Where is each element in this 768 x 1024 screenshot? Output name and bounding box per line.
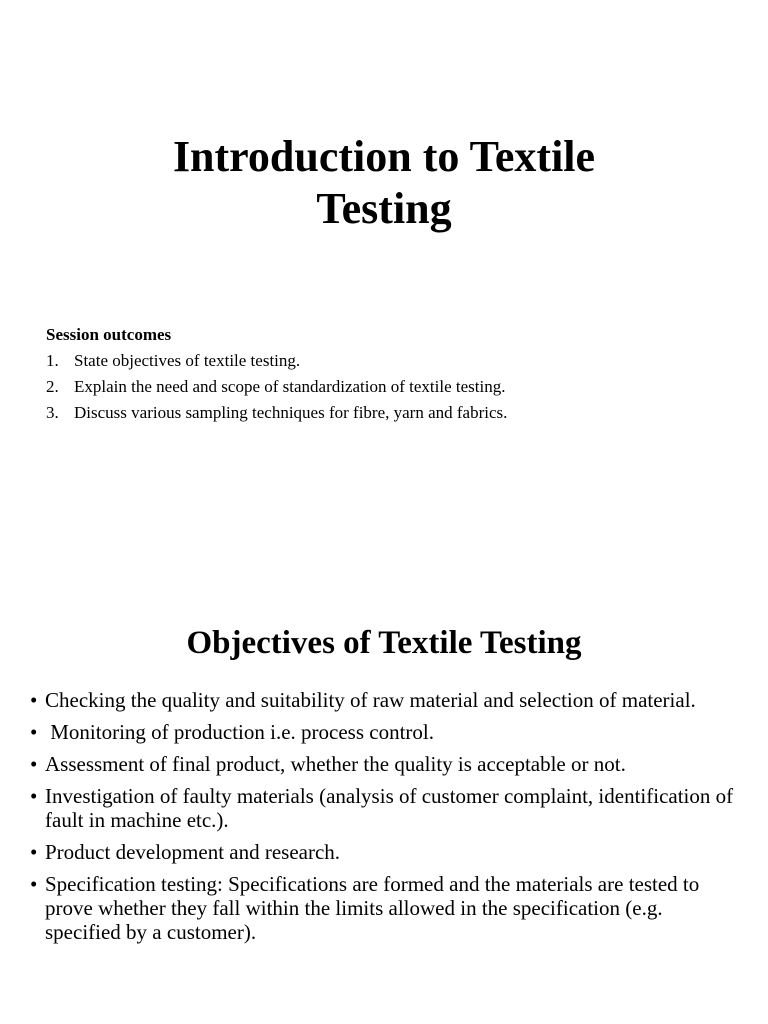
objective-text: Investigation of faulty materials (analysis of customer complaint, identification of fault in machine etc.). xyxy=(45,784,734,832)
objective-item xyxy=(30,784,742,832)
bullet-mark: • xyxy=(30,752,38,776)
outcomes-heading: Session outcomes xyxy=(46,325,172,344)
outcomes-list xyxy=(46,348,726,426)
outcome-item xyxy=(46,374,726,400)
objective-item xyxy=(30,720,742,744)
objective-text: Checking the quality and suitability of raw material and selection of material. xyxy=(45,688,696,712)
objective-item xyxy=(30,752,742,776)
objective-item xyxy=(30,688,742,712)
slide1-title xyxy=(0,131,768,235)
outcome-number: 3. xyxy=(46,403,59,422)
objective-item xyxy=(30,872,742,944)
objective-item xyxy=(30,840,742,864)
objective-text: Product development and research. xyxy=(45,840,341,864)
objectives-list xyxy=(30,688,742,952)
objective-text: Assessment of final product, whether the quality is acceptable or not. xyxy=(45,752,626,776)
slide1-title-line2: Testing xyxy=(316,184,452,233)
outcome-item xyxy=(46,348,726,374)
slide2-title: Objectives of Textile Testing xyxy=(186,625,582,661)
bullet-mark: • xyxy=(30,720,38,744)
bullet-mark: • xyxy=(30,872,38,896)
outcome-number: 2. xyxy=(46,377,59,396)
bullet-mark: • xyxy=(30,688,38,712)
objective-text: Monitoring of production i.e. process control. xyxy=(45,720,435,744)
objective-text: Specification testing: Specifications are formed and the materials are tested to prove whether they fall within the limits allowed in the specification (e.g. specified by a customer). xyxy=(45,872,700,944)
outcome-item xyxy=(46,400,726,426)
outcome-text: Discuss various sampling techniques for fibre, yarn and fabrics. xyxy=(74,403,508,422)
slide1-title-line1: Introduction to Textile xyxy=(172,132,596,181)
outcome-number: 1. xyxy=(46,351,59,370)
outcome-text: State objectives of textile testing. xyxy=(74,351,301,370)
bullet-mark: • xyxy=(30,784,38,808)
bullet-mark: • xyxy=(30,840,38,864)
session-outcomes xyxy=(46,322,726,426)
outcome-text: Explain the need and scope of standardization of textile testing. xyxy=(74,377,506,396)
